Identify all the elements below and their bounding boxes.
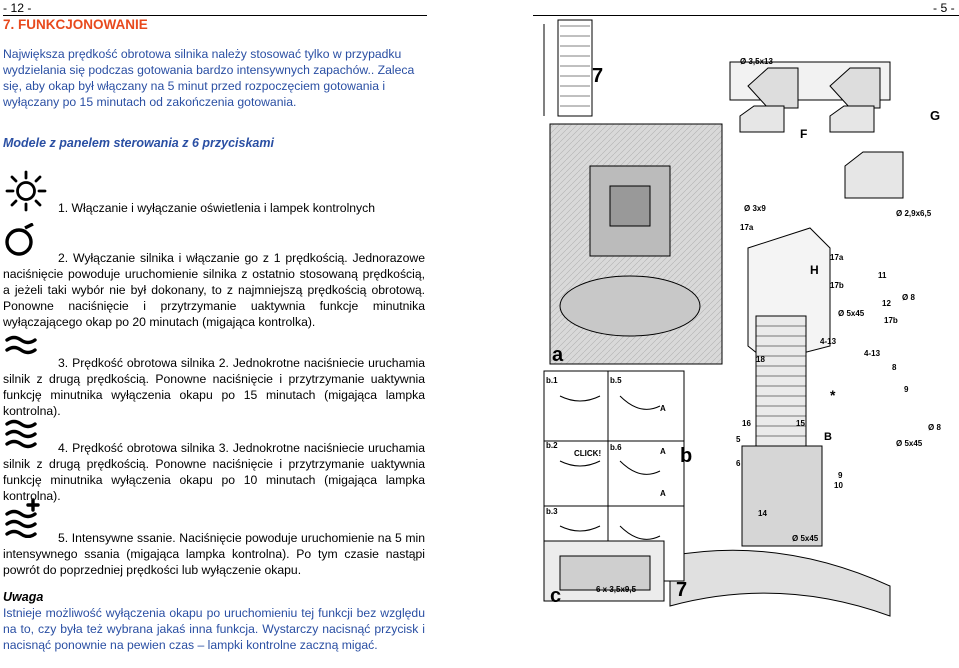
label-17a: 17a: [740, 223, 754, 232]
label-d8-b: Ø 8: [928, 423, 941, 432]
label-14: 14: [758, 509, 767, 518]
section-label-a: a: [552, 344, 564, 366]
label-5x45-b: Ø 5x45: [896, 439, 923, 448]
label-b1: b.1: [546, 376, 558, 385]
label-12: 12: [882, 299, 891, 308]
label-6: 6: [736, 459, 741, 468]
label-15: 15: [796, 419, 805, 428]
item-3-text: 3. Prędkość obrotowa silnika 2. Jednokrotne naciśniecie uruchamia silnik z drugą prędkością. Ponowne naciśnięcie i przytrzymanie uaktywnia funkcję minutnika wyłączenia okapu po 15 minutach (migająca lampka kontrolna).: [3, 356, 425, 418]
item-1-text: 1. Włączanie i wyłączanie oświetlenia i lampek kontrolnych: [58, 201, 376, 215]
section-label-b: b: [680, 445, 693, 467]
item-5-text: 5. Intensywne ssanie. Naciśnięcie powoduje uruchomienie na 5 min intensywnego ssania (migająca lampka kontrolna). Po tym czasie nastąpi powrót do poprzedniej prędkości lub wyłączenie okapu.: [3, 531, 425, 577]
label-17b: 17b: [830, 281, 844, 290]
label-b2: b.2: [546, 441, 558, 450]
item-2-text: 2. Wyłączanie silnika i włączanie go z 1 prędkością. Jednorazowe naciśnięcie powoduje uruchomienie silnika z ostatnio stosowaną prędkością, a jeżeli taki wybór nie był dokonany, to z najmniejszą prędkością obrotową. Ponowne naciśnięcie i przytrzymanie uaktywnia funkcje minutnika wyłączającego okap po 20 minutach (migająca kontrolka).: [3, 251, 425, 329]
item-4-text: 4. Prędkość obrotowa silnika 3. Jednokrotne naciśniecie uruchamia silnik z drugą prędkością. Ponowne naciśnięcie i przytrzymanie uaktywnia funkcję minutnika wyłączenia okapu po 10 minutach (migająca lampka kontrolna).: [3, 441, 425, 503]
label-8: 8: [892, 363, 897, 372]
label-star: *: [830, 387, 836, 403]
label-16: 16: [742, 419, 751, 428]
label-10: 10: [834, 481, 843, 490]
installation-diagram: [530, 16, 959, 663]
label-b6: b.6: [610, 443, 622, 452]
label-17a-2: 17a: [830, 253, 844, 262]
label-413: 4-13: [820, 337, 837, 346]
label-11: 11: [878, 271, 887, 280]
label-5x45-c: Ø 5x45: [792, 534, 819, 543]
header-rule-left: [3, 15, 427, 16]
label-9: 9: [904, 385, 909, 394]
section-label-c: c: [550, 585, 562, 607]
note-title: Uwaga: [3, 590, 44, 604]
label-5: 5: [736, 435, 741, 444]
label-h: H: [810, 263, 819, 277]
label-29: Ø 2,9x6,5: [896, 209, 932, 218]
page-number-left: - 12 -: [3, 1, 32, 15]
section-title: 7. FUNKCJONOWANIE: [3, 17, 148, 32]
label-5x45: Ø 5x45: [838, 309, 865, 318]
label-click: CLICK!: [574, 449, 602, 458]
label-b5: b.5: [610, 376, 622, 385]
label-f: F: [800, 127, 808, 141]
step-number-bottom: 7: [676, 579, 688, 601]
step-number-top: 7: [592, 65, 604, 87]
label-g: G: [930, 108, 941, 123]
label-b3: b.3: [546, 507, 558, 516]
label-413-b: 4-13: [864, 349, 881, 358]
label-screw-c: 6 x 3,5x9,5: [596, 585, 637, 594]
label-a1: A: [660, 404, 666, 413]
page-number-right: - 5 -: [933, 1, 955, 15]
panel-subtitle: Modele z panelem sterowania z 6 przyciskami: [3, 136, 274, 150]
label-screw-top: Ø 3,5x13: [740, 57, 773, 66]
label-d8: Ø 8: [902, 293, 915, 302]
label-b: B: [824, 431, 832, 443]
label-3x9: Ø 3x9: [744, 204, 766, 213]
light-icon: [5, 170, 47, 217]
note-text: Istnieje możliwość wyłączenia okapu po uruchomieniu tej funkcji bez względu na to, czy była też wybrana jakaś inna funkcja. Wystarczy nacisnąć przycisk i nacisnąć ponownie na pewien czas – lampki kontrolne zaczną migać.: [3, 606, 425, 652]
label-17b-2: 17b: [884, 316, 898, 325]
label-18: 18: [756, 355, 765, 364]
label-a2: A: [660, 447, 666, 456]
intro-paragraph: Największa prędkość obrotowa silnika należy stosować tylko w przypadku wydzielania się podczas gotowania bardzo intensywnych zapachów.. Zaleca się, aby okap był włączany na 5 minut przed rozpoczęciem gotowania i wyłączany po 15 minutach od zakończenia gotowania.: [3, 47, 415, 109]
label-a3: A: [660, 489, 666, 498]
label-9-b: 9: [838, 471, 843, 480]
